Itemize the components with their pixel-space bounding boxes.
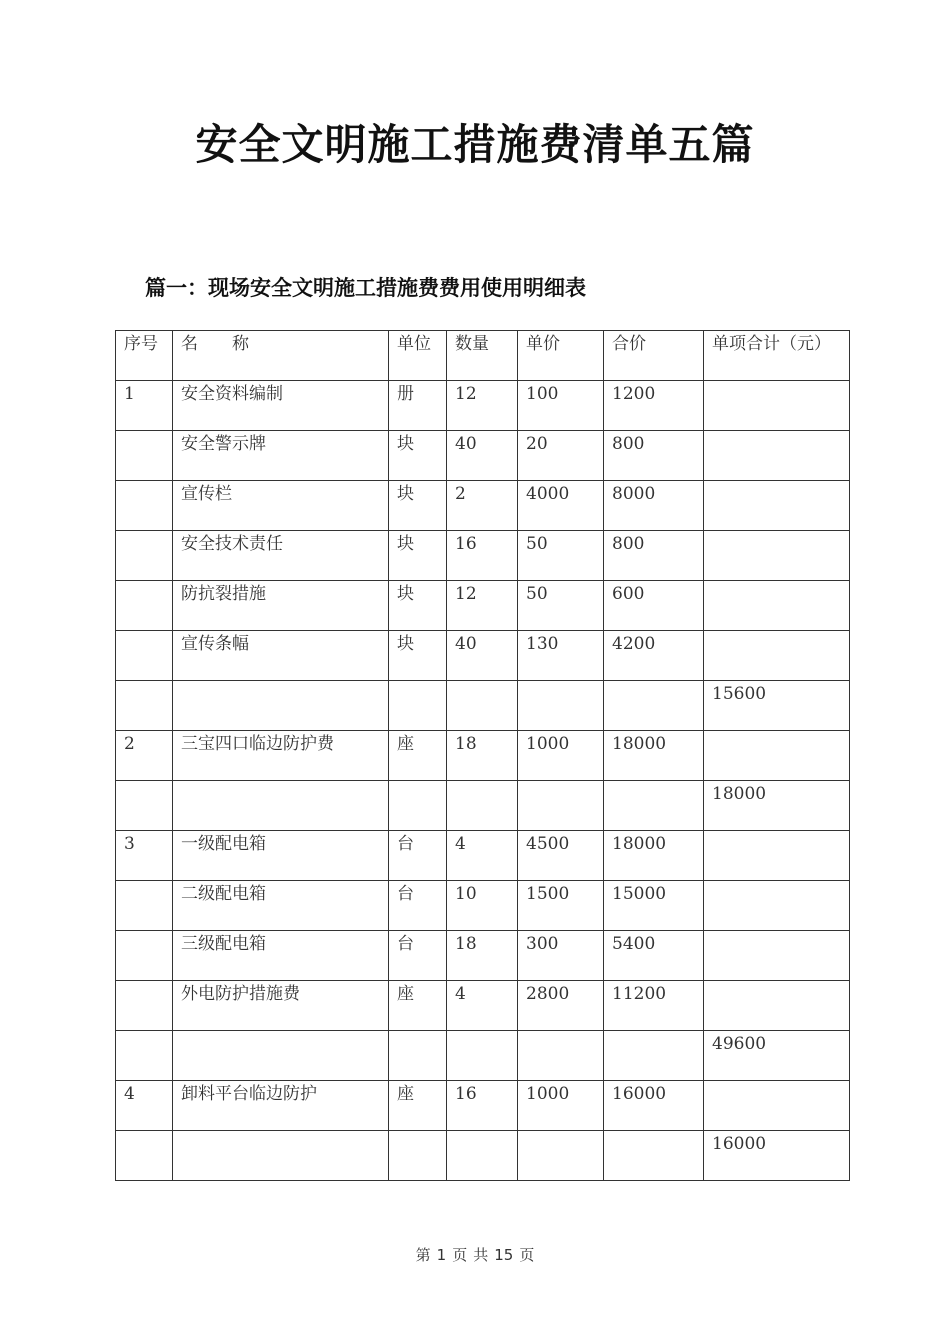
cell-name: 宣传条幅 (173, 631, 389, 681)
cell-amount: 800 (604, 431, 704, 481)
cell-seq (116, 631, 173, 681)
table-row (116, 1081, 850, 1131)
table-row (116, 631, 850, 681)
cell-unit-price: 4500 (518, 831, 604, 881)
cell-amount (604, 681, 704, 731)
cell-quantity (447, 1131, 518, 1181)
table-row (116, 481, 850, 531)
footer-total-pages: 15 (494, 1246, 514, 1264)
cell-seq (116, 931, 173, 981)
cell-unit: 册 (389, 381, 447, 431)
cell-name: 安全资料编制 (173, 381, 389, 431)
cell-name (173, 1131, 389, 1181)
cell-name: 一级配电箱 (173, 831, 389, 881)
table-row (116, 431, 850, 481)
cell-name (173, 1031, 389, 1081)
cell-quantity: 40 (447, 431, 518, 481)
cell-unit: 块 (389, 531, 447, 581)
cell-unit (389, 681, 447, 731)
cell-name: 二级配电箱 (173, 881, 389, 931)
cell-seq (116, 581, 173, 631)
cell-subtotal (704, 1081, 850, 1131)
cell-quantity: 40 (447, 631, 518, 681)
cell-unit (389, 1131, 447, 1181)
header-subtotal: 单项合计（元） (704, 331, 850, 381)
cell-seq: 3 (116, 831, 173, 881)
cell-unit: 块 (389, 481, 447, 531)
cell-unit-price: 2800 (518, 981, 604, 1031)
cell-amount: 8000 (604, 481, 704, 531)
cell-seq (116, 781, 173, 831)
header-amount: 合价 (604, 331, 704, 381)
cell-name: 三级配电箱 (173, 931, 389, 981)
cell-amount: 800 (604, 531, 704, 581)
cell-quantity: 4 (447, 831, 518, 881)
table-row (116, 531, 850, 581)
cell-name: 宣传栏 (173, 481, 389, 531)
section-heading: 篇一：现场安全文明施工措施费费用使用明细表 (145, 275, 586, 300)
cell-unit: 块 (389, 431, 447, 481)
cell-unit-price: 20 (518, 431, 604, 481)
document-title: 安全文明施工措施费清单五篇 (195, 120, 755, 169)
cell-subtotal: 16000 (704, 1131, 850, 1181)
cell-seq (116, 1131, 173, 1181)
table-row (116, 881, 850, 931)
footer-current-page: 1 (436, 1246, 447, 1264)
cell-quantity (447, 1031, 518, 1081)
table-row (116, 1031, 850, 1081)
cell-amount: 1200 (604, 381, 704, 431)
header-unit: 单位 (389, 331, 447, 381)
cell-seq (116, 431, 173, 481)
cell-quantity: 18 (447, 731, 518, 781)
cell-quantity: 18 (447, 931, 518, 981)
table-row (116, 731, 850, 781)
cell-unit-price: 50 (518, 581, 604, 631)
footer-total-label: 共 (473, 1246, 489, 1264)
cell-amount: 600 (604, 581, 704, 631)
cell-amount: 5400 (604, 931, 704, 981)
cell-seq: 4 (116, 1081, 173, 1131)
cell-unit (389, 1031, 447, 1081)
cell-subtotal (704, 981, 850, 1031)
table-row (116, 831, 850, 881)
table-row (116, 981, 850, 1031)
table-row (116, 1131, 850, 1181)
cell-name (173, 681, 389, 731)
cell-unit: 台 (389, 931, 447, 981)
cell-subtotal (704, 881, 850, 931)
cell-unit: 台 (389, 831, 447, 881)
table-header-row (116, 331, 850, 381)
cell-quantity: 12 (447, 381, 518, 431)
cell-seq (116, 531, 173, 581)
cell-unit-price: 130 (518, 631, 604, 681)
cell-subtotal (704, 831, 850, 881)
cell-quantity (447, 781, 518, 831)
table-row (116, 581, 850, 631)
cell-name: 三宝四口临边防护费 (173, 731, 389, 781)
cell-unit: 座 (389, 981, 447, 1031)
cell-unit-price (518, 781, 604, 831)
cell-quantity: 16 (447, 531, 518, 581)
cell-unit: 块 (389, 631, 447, 681)
cell-amount (604, 1031, 704, 1081)
cell-unit-price: 50 (518, 531, 604, 581)
cell-quantity: 12 (447, 581, 518, 631)
cell-name: 防抗裂措施 (173, 581, 389, 631)
header-name: 名 称 (173, 331, 389, 381)
cell-name: 安全警示牌 (173, 431, 389, 481)
footer-page-label: 页 (452, 1246, 468, 1264)
cell-unit: 台 (389, 881, 447, 931)
header-unit-price: 单价 (518, 331, 604, 381)
cell-quantity: 2 (447, 481, 518, 531)
cell-amount (604, 781, 704, 831)
footer-suffix: 页 (519, 1246, 535, 1264)
page-footer (0, 1244, 950, 1265)
header-quantity: 数量 (447, 331, 518, 381)
cell-quantity: 4 (447, 981, 518, 1031)
cell-amount: 18000 (604, 831, 704, 881)
cell-subtotal (704, 931, 850, 981)
cell-seq (116, 681, 173, 731)
cell-unit-price: 300 (518, 931, 604, 981)
cell-amount: 15000 (604, 881, 704, 931)
table-body (116, 381, 850, 1181)
cell-unit: 座 (389, 731, 447, 781)
cell-seq (116, 981, 173, 1031)
cell-subtotal: 18000 (704, 781, 850, 831)
cell-amount: 16000 (604, 1081, 704, 1131)
table-row (116, 781, 850, 831)
cell-seq (116, 881, 173, 931)
cell-name (173, 781, 389, 831)
cell-subtotal (704, 631, 850, 681)
footer-prefix: 第 (415, 1246, 431, 1264)
cell-seq: 2 (116, 731, 173, 781)
cell-subtotal (704, 531, 850, 581)
cell-subtotal: 15600 (704, 681, 850, 731)
cell-subtotal (704, 581, 850, 631)
cell-amount (604, 1131, 704, 1181)
cell-unit-price: 4000 (518, 481, 604, 531)
cell-unit-price (518, 681, 604, 731)
header-seq: 序号 (116, 331, 173, 381)
cell-unit-price: 1000 (518, 731, 604, 781)
cell-seq (116, 481, 173, 531)
cell-unit-price (518, 1131, 604, 1181)
cell-unit (389, 781, 447, 831)
cell-seq (116, 1031, 173, 1081)
cell-name: 安全技术责任 (173, 531, 389, 581)
cell-name: 外电防护措施费 (173, 981, 389, 1031)
cell-quantity (447, 681, 518, 731)
cell-subtotal (704, 381, 850, 431)
table-row (116, 681, 850, 731)
cell-amount: 11200 (604, 981, 704, 1031)
expense-detail-table (115, 330, 850, 1181)
cell-seq: 1 (116, 381, 173, 431)
cell-unit-price: 1000 (518, 1081, 604, 1131)
table-row (116, 931, 850, 981)
cell-unit: 座 (389, 1081, 447, 1131)
cell-subtotal (704, 431, 850, 481)
cell-subtotal (704, 731, 850, 781)
cell-amount: 4200 (604, 631, 704, 681)
cell-quantity: 10 (447, 881, 518, 931)
cell-subtotal: 49600 (704, 1031, 850, 1081)
table-row (116, 381, 850, 431)
cell-unit-price (518, 1031, 604, 1081)
cell-unit-price: 1500 (518, 881, 604, 931)
cell-name: 卸料平台临边防护 (173, 1081, 389, 1131)
cell-quantity: 16 (447, 1081, 518, 1131)
cell-subtotal (704, 481, 850, 531)
cell-amount: 18000 (604, 731, 704, 781)
cell-unit: 块 (389, 581, 447, 631)
cell-unit-price: 100 (518, 381, 604, 431)
